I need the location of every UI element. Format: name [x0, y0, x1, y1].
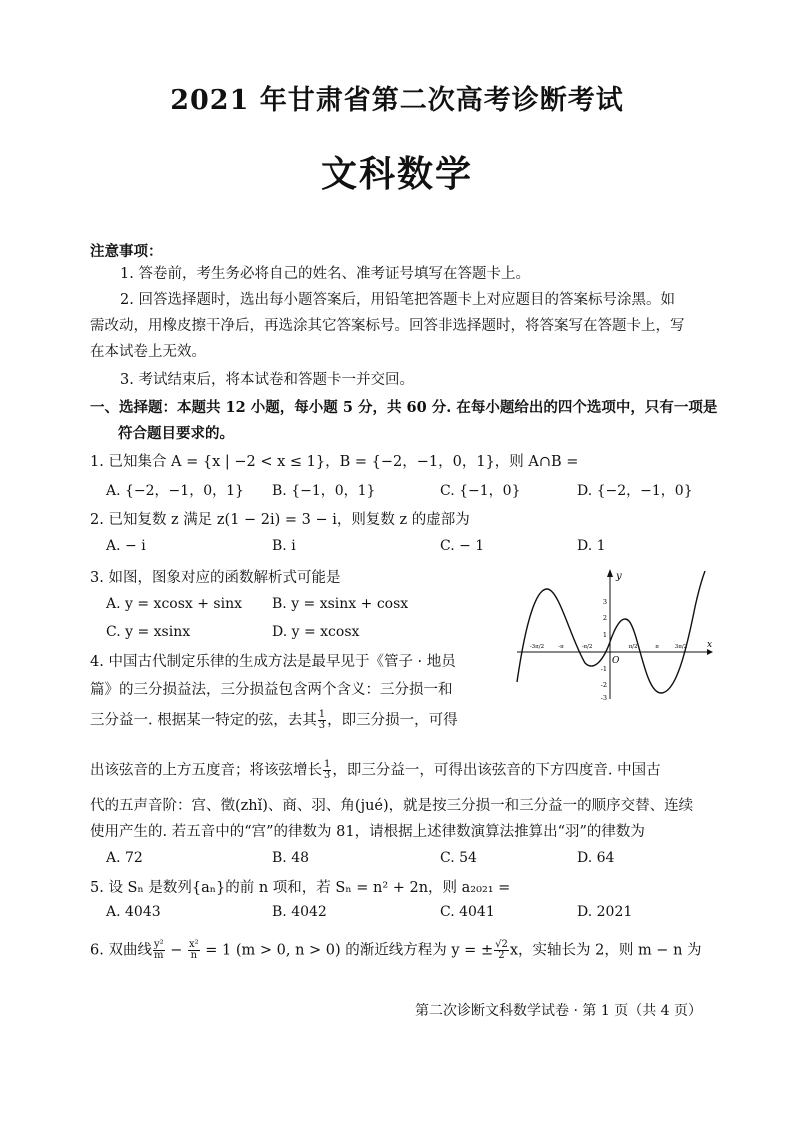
minus-sign: −	[165, 942, 187, 959]
question-1-option-a: A. {−2，−1，0，1}	[106, 483, 244, 499]
page-footer: 第二次诊断文科数学试卷 · 第 1 页（共 4 页）	[415, 1003, 702, 1019]
question-4-line-6: 使用产生的. 若五音中的“宫”的律数为 81，请根据上述律数演算法推算出“羽”的律数为	[90, 824, 645, 840]
question-1-option-c: C. {−1，0}	[440, 483, 521, 499]
question-1-option-b: B. {−1，0，1}	[272, 483, 376, 499]
y-tick-label: -3	[600, 694, 607, 702]
notice-item-2-end: 在本试卷上无效。	[90, 344, 206, 360]
question-4-line-3	[90, 710, 458, 731]
question-4-line-3-text: 三分益一. 根据某一特定的弦，去其	[90, 712, 317, 729]
question-3-option-d: D. y = xcosx	[272, 624, 360, 640]
x-tick-label: π/2	[628, 644, 638, 650]
root2-over-2: $\frac{√2}{2}$	[495, 939, 508, 961]
y-tick-label: -1	[600, 665, 607, 673]
y-tick-label: 2	[602, 614, 607, 622]
question-3-stem: 3. 如图，图象对应的函数解析式可能是	[90, 570, 341, 586]
one-third-fraction: $\frac{1}{3}$	[318, 709, 326, 731]
question-5-option-b: B. 4042	[272, 904, 327, 920]
y-tick-label: 3	[602, 598, 607, 606]
question-4-line-3-text-cont: ，即三分损一，可得	[327, 712, 458, 729]
question-4-line-2: 篇》的三分损益法，三分损益包含两个含义：三分损一和	[90, 682, 453, 698]
x-tick-label: -π	[558, 644, 564, 650]
notice-item-2: 2. 回答选择题时，选出每小题答案后，用铅笔把答题卡上对应题目的答案标号涂黑。如	[120, 292, 675, 308]
question-5-stem: 5. 设 Sₙ 是数列{aₙ}的前 n 项和，若 Sₙ = n² + 2n，则 a₂₀₂₁ =	[90, 880, 511, 896]
y-squared-over-m: $\frac{\text{y²}}{m}$	[153, 939, 164, 961]
question-1-stem: 1. 已知集合 A = {x | −2 < x ≤ 1}，B = {−2，−1，0，1}，则 A∩B =	[90, 454, 579, 470]
question-3-option-b: B. y = xsinx + cosx	[272, 596, 409, 612]
question-4-line-4	[90, 760, 661, 781]
question-2-stem: 2. 已知复数 z 满足 z(1 − 2i) = 3 − i，则复数 z 的虚部为	[90, 512, 470, 528]
notice-heading: 注意事项：	[90, 243, 163, 260]
function-curve	[517, 571, 705, 693]
question-4-option-d: D. 64	[577, 850, 615, 866]
notice-item-1: 1. 答卷前，考生务必将自己的姓名、准考证号填写在答题卡上。	[120, 266, 530, 282]
origin-label: O	[612, 656, 620, 666]
question-2-option-b: B. i	[272, 538, 296, 554]
question-6-text-end: x，实轴长为 2，则 m − n 为	[509, 942, 702, 959]
question-2-option-c: C. − 1	[440, 538, 485, 554]
question-4-line-4-text: 出该弦音的上方五度音；将该弦增长	[90, 762, 322, 779]
x-tick-label: -3π/2	[529, 644, 545, 650]
question-6-text-cont: = 1 (m > 0, n > 0) 的渐近线方程为 y = ±	[200, 942, 494, 959]
question-4-line-5: 代的五声音阶：宫、徵(zhǐ)、商、羽、角(jué)，就是按三分损一和三分益一的顺序交替、连续	[90, 798, 694, 814]
y-tick-label: -2	[600, 681, 607, 689]
question-4-option-b: B. 48	[272, 850, 310, 866]
question-1-option-d: D. {−2，−1，0}	[577, 483, 693, 499]
subject-title: 文科数学	[320, 153, 473, 195]
question-2-option-d: D. 1	[577, 538, 606, 554]
question-5-option-c: C. 4041	[440, 904, 495, 920]
question-3-option-c: C. y = xsinx	[106, 624, 191, 640]
one-third-fraction: $\frac{1}{3}$	[324, 759, 331, 781]
function-graph	[515, 567, 715, 702]
y-axis-label: y	[616, 571, 622, 582]
question-2-option-a: A. − i	[106, 538, 146, 554]
section-heading-cont: 符合题目要求的。	[118, 425, 234, 442]
question-4-option-c: C. 54	[440, 850, 477, 866]
y-tick-label: 1	[602, 631, 607, 639]
notice-item-3: 3. 考试结束后，将本试卷和答题卡一并交回。	[120, 372, 414, 388]
x-tick-label: -π/2	[581, 644, 593, 650]
x-tick-label: π	[655, 644, 659, 650]
notice-item-2-cont: 需改动，用橡皮擦干净后，再选涂其它答案标号。回答非选择题时，将答案写在答题卡上，写	[90, 318, 685, 334]
question-6-text: 6. 双曲线	[90, 942, 152, 959]
question-4-option-a: A. 72	[106, 850, 143, 866]
question-4-line-4-text-cont: ，即三分益一，可得出该弦音的下方四度音. 中国古	[332, 762, 661, 779]
question-3-option-a: A. y = xcosx + sinx	[106, 596, 243, 612]
x-tick-label: 3π/2	[674, 644, 688, 650]
section-heading: 一、选择题：本题共 12 小题，每小题 5 分，共 60 分. 在每小题给出的四个选项中，只有一项是	[90, 399, 718, 416]
question-6-stem	[90, 940, 702, 961]
y-axis-arrow	[607, 569, 613, 577]
x-axis-label: x	[707, 640, 713, 650]
exam-title: 2021 年甘肃省第二次高考诊断考试	[170, 85, 624, 116]
question-5-option-a: A. 4043	[106, 904, 161, 920]
question-5-option-d: D. 2021	[577, 904, 633, 920]
x-squared-over-n: $\frac{\text{x²}}{n}$	[189, 939, 199, 961]
question-4-line-1: 4. 中国古代制定乐律的生成方法是最早见于《管子 · 地员	[90, 654, 456, 670]
